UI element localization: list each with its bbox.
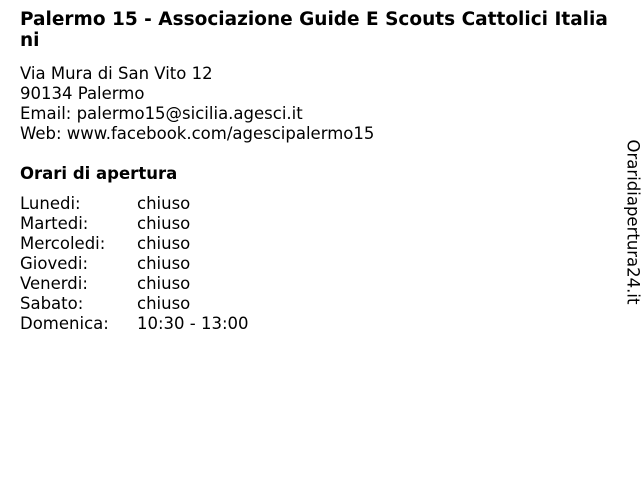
time-value: chiuso [137,274,191,293]
page-title: Palermo 15 - Associazione Guide E Scouts Cattolici Italiani [20,9,608,51]
hours-table [20,194,249,334]
day-label: Mercoledi: [20,234,106,253]
day-label: Giovedi: [20,254,88,273]
time-value: chiuso [137,294,191,313]
day-label: Domenica: [20,314,109,333]
day-label: Lunedi: [20,194,81,213]
time-value: chiuso [137,214,191,233]
hours-row-sunday [20,314,249,334]
city-address: 90134 Palermo [20,84,145,103]
contact-block [20,64,374,144]
hours-row-tuesday [20,214,249,234]
day-label: Martedi: [20,214,89,233]
time-value: 10:30 - 13:00 [137,314,249,333]
web-line: Web: www.facebook.com/agescipalermo15 [20,124,375,143]
hours-row-friday [20,274,249,294]
time-value: chiuso [137,194,191,213]
time-value: chiuso [137,254,191,273]
hours-row-thursday [20,254,249,274]
email-line: Email: palermo15@sicilia.agesci.it [20,104,303,123]
hours-heading: Orari di apertura [20,164,178,183]
site-watermark-text: Oraridiapertura24.it [623,139,642,305]
day-label: Venerdi: [20,274,88,293]
street-address: Via Mura di San Vito 12 [20,64,213,83]
hours-row-monday [20,194,249,214]
hours-row-wednesday [20,234,249,254]
site-watermark [622,134,642,310]
day-label: Sabato: [20,294,84,313]
hours-row-saturday [20,294,249,314]
time-value: chiuso [137,234,191,253]
